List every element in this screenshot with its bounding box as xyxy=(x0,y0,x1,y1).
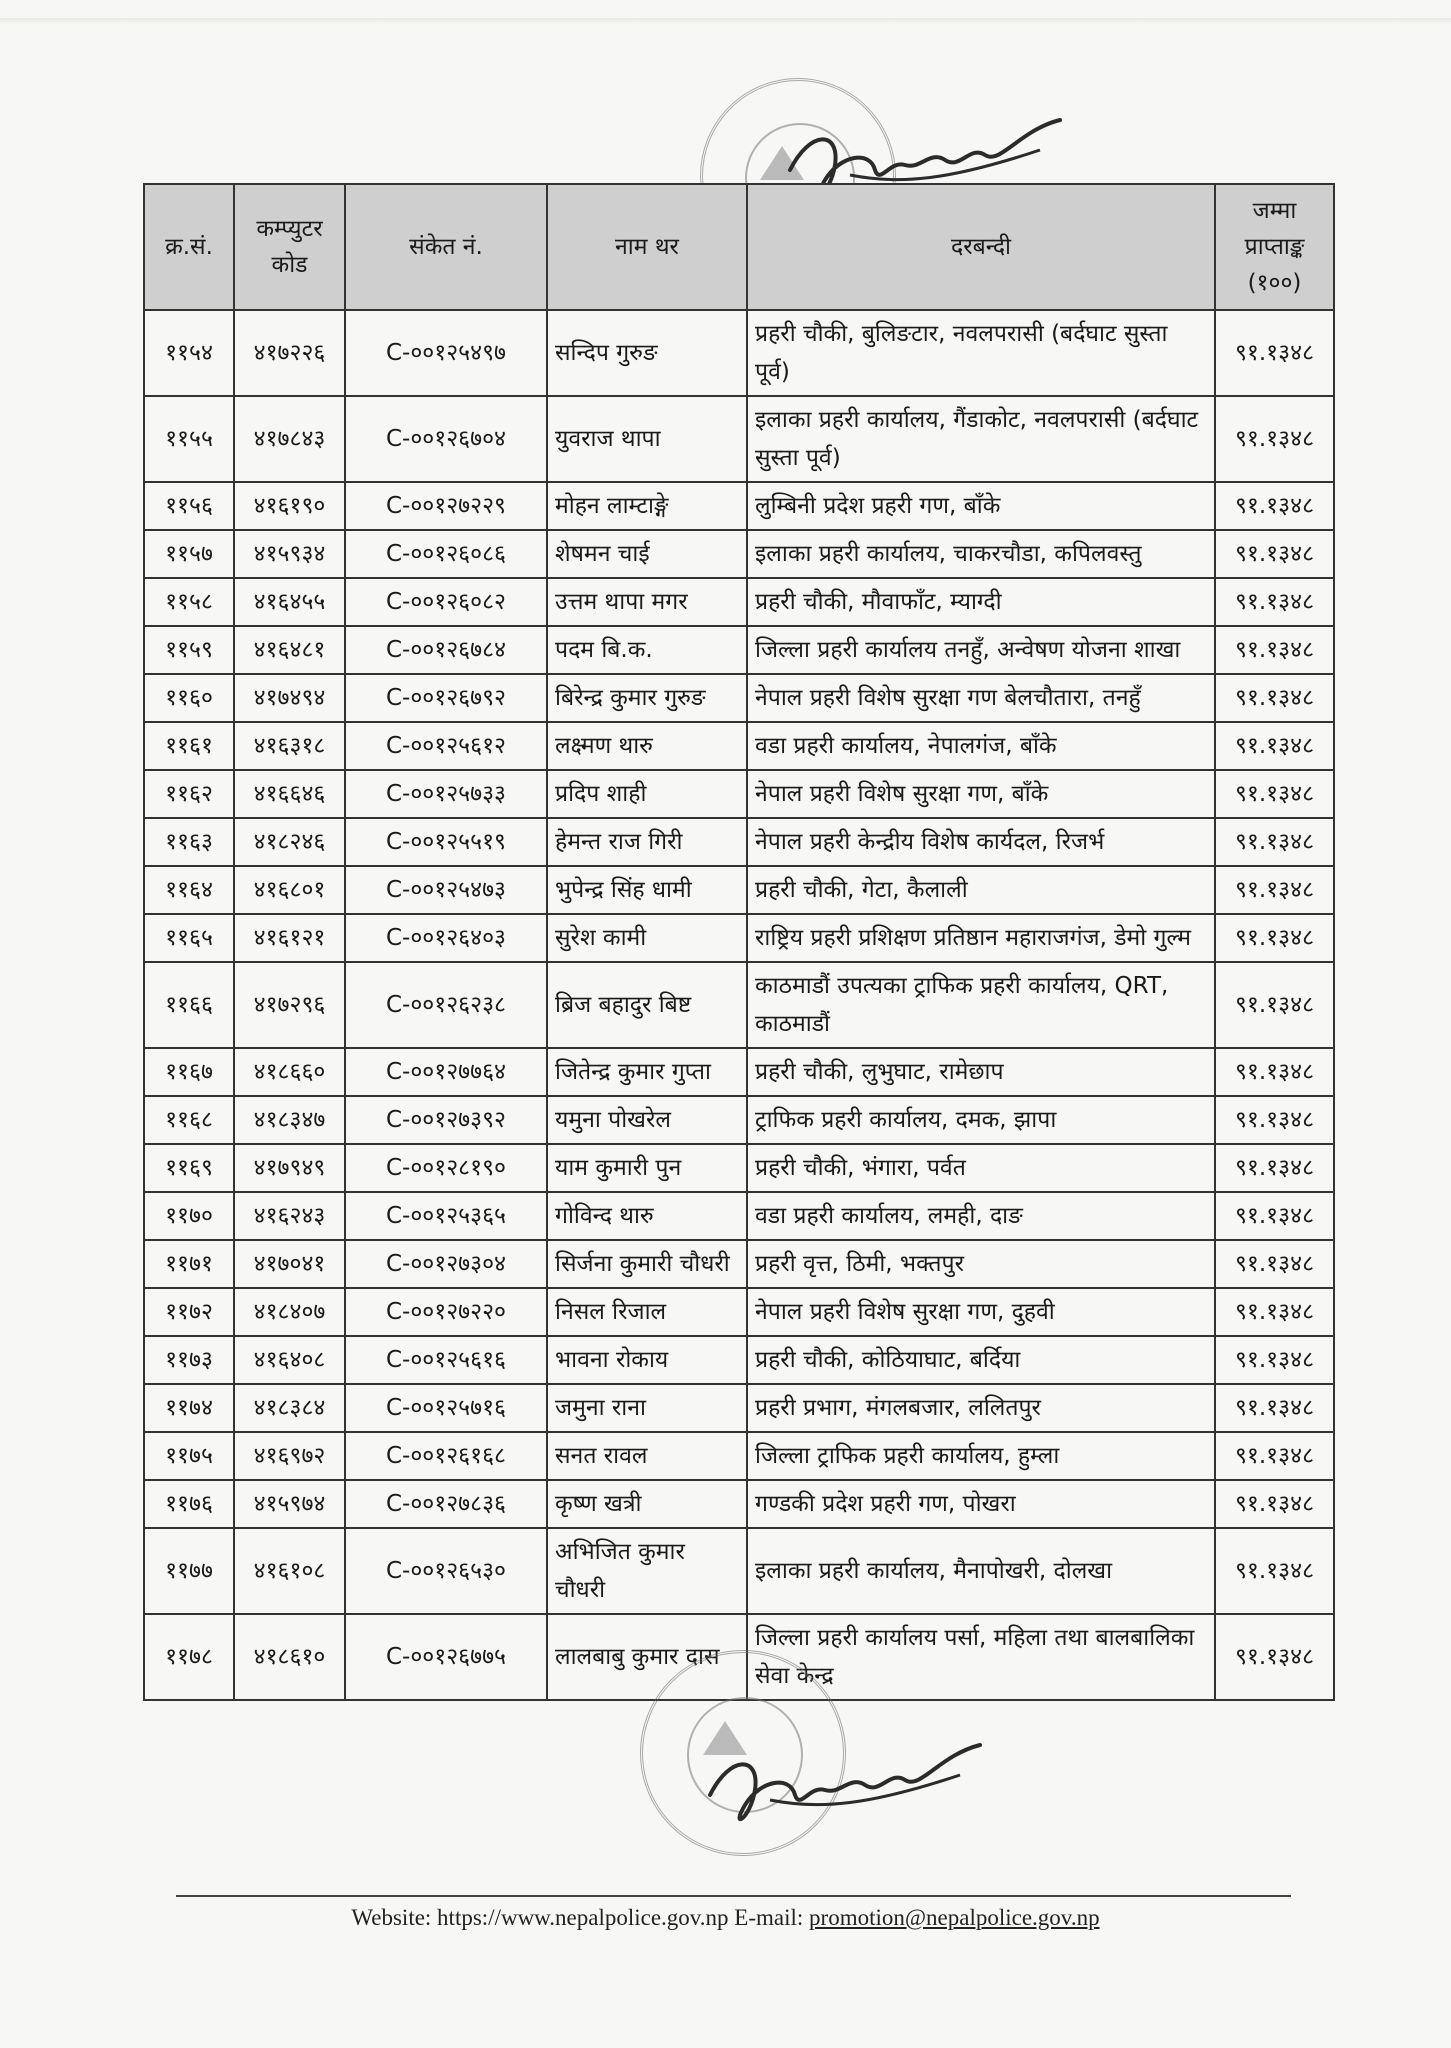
symbol-no-cell: C-००१२७३९२ xyxy=(345,1096,547,1144)
table-row xyxy=(144,1288,1334,1336)
serial-cell: ११७७ xyxy=(144,1528,234,1614)
table-row xyxy=(144,310,1334,396)
posting-cell: नेपाल प्रहरी विशेष सुरक्षा गण, बाँके xyxy=(747,770,1215,818)
score-cell: ९१.१३४८ xyxy=(1215,1528,1334,1614)
score-cell: ९१.१३४८ xyxy=(1215,1384,1334,1432)
serial-cell: ११७० xyxy=(144,1192,234,1240)
header-name: नाम थर xyxy=(547,184,747,310)
computer-code-cell: ४१६३१८ xyxy=(234,722,345,770)
name-cell: शेषमन चाई xyxy=(547,530,747,578)
serial-cell: ११५८ xyxy=(144,578,234,626)
computer-code-cell: ४१७२९६ xyxy=(234,962,345,1048)
posting-cell: ट्राफिक प्रहरी कार्यालय, दमक, झापा xyxy=(747,1096,1215,1144)
symbol-no-cell: C-००१२६४०३ xyxy=(345,914,547,962)
header-computer-code: कम्प्युटर कोड xyxy=(234,184,345,310)
symbol-no-cell: C-००१२७७६४ xyxy=(345,1048,547,1096)
serial-cell: ११६७ xyxy=(144,1048,234,1096)
posting-cell: प्रहरी चौकी, गेटा, कैलाली xyxy=(747,866,1215,914)
computer-code-cell: ४१७८४३ xyxy=(234,396,345,482)
symbol-no-cell: C-००१२६७८४ xyxy=(345,626,547,674)
posting-cell: प्रहरी चौकी, मौवाफाँट, म्याग्दी xyxy=(747,578,1215,626)
score-cell: ९१.१३४८ xyxy=(1215,914,1334,962)
posting-cell: वडा प्रहरी कार्यालय, नेपालगंज, बाँके xyxy=(747,722,1215,770)
computer-code-cell: ४१७०४१ xyxy=(234,1240,345,1288)
name-cell: अभिजित कुमार चौधरी xyxy=(547,1528,747,1614)
signature-bottom xyxy=(700,1735,1000,1845)
computer-code-cell: ४१८३८४ xyxy=(234,1384,345,1432)
symbol-no-cell: C-००१२७८३६ xyxy=(345,1480,547,1528)
serial-cell: ११६० xyxy=(144,674,234,722)
symbol-no-cell: C-००१२७३०४ xyxy=(345,1240,547,1288)
computer-code-cell: ४१७४९४ xyxy=(234,674,345,722)
symbol-no-cell: C-००१२५६१२ xyxy=(345,722,547,770)
name-cell: गोविन्द थारु xyxy=(547,1192,747,1240)
results-table xyxy=(143,183,1335,1701)
name-cell: जमुना राना xyxy=(547,1384,747,1432)
table-row xyxy=(144,578,1334,626)
symbol-no-cell: C-००१२६७९२ xyxy=(345,674,547,722)
computer-code-cell: ४१६४०८ xyxy=(234,1336,345,1384)
name-cell: याम कुमारी पुन xyxy=(547,1144,747,1192)
symbol-no-cell: C-००१२६७७५ xyxy=(345,1614,547,1700)
symbol-no-cell: C-००१२५५१९ xyxy=(345,818,547,866)
name-cell: सिर्जना कुमारी चौधरी xyxy=(547,1240,747,1288)
name-cell: निसल रिजाल xyxy=(547,1288,747,1336)
name-cell: सुरेश कामी xyxy=(547,914,747,962)
serial-cell: ११६३ xyxy=(144,818,234,866)
serial-cell: ११६६ xyxy=(144,962,234,1048)
score-cell: ९१.१३४८ xyxy=(1215,1096,1334,1144)
computer-code-cell: ४१६१९० xyxy=(234,482,345,530)
serial-cell: ११५६ xyxy=(144,482,234,530)
footer-website: Website: https://www.nepalpolice.gov.np E-mail: xyxy=(351,1905,804,1930)
symbol-no-cell: C-००१२६०८६ xyxy=(345,530,547,578)
symbol-no-cell: C-००१२५७१६ xyxy=(345,1384,547,1432)
header-total-score: जम्मा प्राप्ताङ्क (१००) xyxy=(1215,184,1334,310)
symbol-no-cell: C-००१२६१६८ xyxy=(345,1432,547,1480)
table-row xyxy=(144,962,1334,1048)
symbol-no-cell: C-००१२७२२० xyxy=(345,1288,547,1336)
name-cell: सनत रावल xyxy=(547,1432,747,1480)
posting-cell: राष्ट्रिय प्रहरी प्रशिक्षण प्रतिष्ठान महाराजगंज, डेमो गुल्म xyxy=(747,914,1215,962)
posting-cell: प्रहरी चौकी, बुलिङटार, नवलपरासी (बर्दघाट सुस्ता पूर्व) xyxy=(747,310,1215,396)
footer-email-link[interactable]: promotion@nepalpolice.gov.np xyxy=(809,1905,1100,1930)
serial-cell: ११६२ xyxy=(144,770,234,818)
symbol-no-cell: C-००१२६५३० xyxy=(345,1528,547,1614)
score-cell: ९१.१३४८ xyxy=(1215,530,1334,578)
computer-code-cell: ४१८६६० xyxy=(234,1048,345,1096)
computer-code-cell: ४१६१०८ xyxy=(234,1528,345,1614)
posting-cell: नेपाल प्रहरी केन्द्रीय विशेष कार्यदल, रिजर्भ xyxy=(747,818,1215,866)
symbol-no-cell: C-००१२५६१६ xyxy=(345,1336,547,1384)
computer-code-cell: ४१६८०१ xyxy=(234,866,345,914)
score-cell: ९१.१३४८ xyxy=(1215,866,1334,914)
posting-cell: काठमाडौं उपत्यका ट्राफिक प्रहरी कार्यालय, QRT, काठमाडौं xyxy=(747,962,1215,1048)
computer-code-cell: ४१५९७४ xyxy=(234,1480,345,1528)
table-row xyxy=(144,818,1334,866)
name-cell: यमुना पोखरेल xyxy=(547,1096,747,1144)
posting-cell: जिल्ला प्रहरी कार्यालय पर्सा, महिला तथा बालबालिका सेवा केन्द्र xyxy=(747,1614,1215,1700)
table-header-row xyxy=(144,184,1334,310)
score-cell: ९१.१३४८ xyxy=(1215,1336,1334,1384)
table-row xyxy=(144,1480,1334,1528)
name-cell: पदम बि.क. xyxy=(547,626,747,674)
symbol-no-cell: C-००१२५४७३ xyxy=(345,866,547,914)
posting-cell: इलाका प्रहरी कार्यालय, गैंडाकोट, नवलपरासी (बर्दघाट सुस्ता पूर्व) xyxy=(747,396,1215,482)
posting-cell: इलाका प्रहरी कार्यालय, चाकरचौडा, कपिलवस्तु xyxy=(747,530,1215,578)
name-cell: भुपेन्द्र सिंह धामी xyxy=(547,866,747,914)
symbol-no-cell: C-००१२७२२९ xyxy=(345,482,547,530)
table-row xyxy=(144,1192,1334,1240)
score-cell: ९१.१३४८ xyxy=(1215,770,1334,818)
serial-cell: ११६९ xyxy=(144,1144,234,1192)
symbol-no-cell: C-००१२५४९७ xyxy=(345,310,547,396)
symbol-no-cell: C-००१२६७०४ xyxy=(345,396,547,482)
score-cell: ९१.१३४८ xyxy=(1215,1048,1334,1096)
serial-cell: ११७६ xyxy=(144,1480,234,1528)
computer-code-cell: ४१८२४६ xyxy=(234,818,345,866)
header-posting: दरबन्दी xyxy=(747,184,1215,310)
table-row xyxy=(144,1048,1334,1096)
serial-cell: ११७८ xyxy=(144,1614,234,1700)
symbol-no-cell: C-००१२५३६५ xyxy=(345,1192,547,1240)
computer-code-cell: ४१६१२१ xyxy=(234,914,345,962)
symbol-no-cell: C-००१२६२३८ xyxy=(345,962,547,1048)
score-cell: ९१.१३४८ xyxy=(1215,482,1334,530)
serial-cell: ११६१ xyxy=(144,722,234,770)
computer-code-cell: ४१८६१० xyxy=(234,1614,345,1700)
posting-cell: नेपाल प्रहरी विशेष सुरक्षा गण, दुहवी xyxy=(747,1288,1215,1336)
computer-code-cell: ४१६४५५ xyxy=(234,578,345,626)
name-cell: युवराज थापा xyxy=(547,396,747,482)
computer-code-cell: ४१८३४७ xyxy=(234,1096,345,1144)
name-cell: मोहन लाम्टाङ्गे xyxy=(547,482,747,530)
score-cell: ९१.१३४८ xyxy=(1215,1144,1334,1192)
name-cell: उत्तम थापा मगर xyxy=(547,578,747,626)
serial-cell: ११७२ xyxy=(144,1288,234,1336)
header-symbol-no: संकेत नं. xyxy=(345,184,547,310)
name-cell: जितेन्द्र कुमार गुप्ता xyxy=(547,1048,747,1096)
score-cell: ९१.१३४८ xyxy=(1215,1614,1334,1700)
score-cell: ९१.१३४८ xyxy=(1215,1240,1334,1288)
computer-code-cell: ४१८४०७ xyxy=(234,1288,345,1336)
symbol-no-cell: C-००१२८१९० xyxy=(345,1144,547,1192)
posting-cell: वडा प्रहरी कार्यालय, लमही, दाङ xyxy=(747,1192,1215,1240)
computer-code-cell: ४१७९४९ xyxy=(234,1144,345,1192)
table-row xyxy=(144,482,1334,530)
posting-cell: प्रहरी प्रभाग, मंगलबजार, ललितपुर xyxy=(747,1384,1215,1432)
name-cell: हेमन्त राज गिरी xyxy=(547,818,747,866)
table-row xyxy=(144,530,1334,578)
serial-cell: ११६८ xyxy=(144,1096,234,1144)
serial-cell: ११७४ xyxy=(144,1384,234,1432)
score-cell: ९१.१३४८ xyxy=(1215,626,1334,674)
table-row xyxy=(144,674,1334,722)
table-row xyxy=(144,722,1334,770)
serial-cell: ११५९ xyxy=(144,626,234,674)
score-cell: ९१.१३४८ xyxy=(1215,674,1334,722)
table-row xyxy=(144,1336,1334,1384)
name-cell: कृष्ण खत्री xyxy=(547,1480,747,1528)
serial-cell: ११७१ xyxy=(144,1240,234,1288)
posting-cell: इलाका प्रहरी कार्यालय, मैनापोखरी, दोलखा xyxy=(747,1528,1215,1614)
serial-cell: ११५५ xyxy=(144,396,234,482)
name-cell: ब्रिज बहादुर बिष्ट xyxy=(547,962,747,1048)
name-cell: भावना रोकाय xyxy=(547,1336,747,1384)
symbol-no-cell: C-००१२५७३३ xyxy=(345,770,547,818)
posting-cell: प्रहरी चौकी, कोठियाघाट, बर्दिया xyxy=(747,1336,1215,1384)
table-row xyxy=(144,626,1334,674)
header-serial: क्र.सं. xyxy=(144,184,234,310)
name-cell: प्रदिप शाही xyxy=(547,770,747,818)
posting-cell: प्रहरी चौकी, भंगारा, पर्वत xyxy=(747,1144,1215,1192)
score-cell: ९१.१३४८ xyxy=(1215,722,1334,770)
table-row xyxy=(144,866,1334,914)
footer-divider xyxy=(176,1895,1291,1897)
computer-code-cell: ४१६२४३ xyxy=(234,1192,345,1240)
table-row xyxy=(144,914,1334,962)
name-cell: लक्ष्मण थारु xyxy=(547,722,747,770)
posting-cell: जिल्ला ट्राफिक प्रहरी कार्यालय, हुम्ला xyxy=(747,1432,1215,1480)
serial-cell: ११५७ xyxy=(144,530,234,578)
table-row xyxy=(144,1384,1334,1432)
symbol-no-cell: C-००१२६०८२ xyxy=(345,578,547,626)
computer-code-cell: ४१६९७२ xyxy=(234,1432,345,1480)
score-cell: ९१.१३४८ xyxy=(1215,310,1334,396)
score-cell: ९१.१३४८ xyxy=(1215,1432,1334,1480)
name-cell: सन्दिप गुरुङ xyxy=(547,310,747,396)
score-cell: ९१.१३४८ xyxy=(1215,578,1334,626)
posting-cell: प्रहरी वृत्त, ठिमी, भक्तपुर xyxy=(747,1240,1215,1288)
computer-code-cell: ४१६६४६ xyxy=(234,770,345,818)
serial-cell: ११५४ xyxy=(144,310,234,396)
score-cell: ९१.१३४८ xyxy=(1215,962,1334,1048)
serial-cell: ११६४ xyxy=(144,866,234,914)
table-row xyxy=(144,770,1334,818)
name-cell: लालबाबु कुमार दास xyxy=(547,1614,747,1700)
footer xyxy=(0,1905,1451,1931)
scan-edge xyxy=(0,18,1451,24)
serial-cell: ११६५ xyxy=(144,914,234,962)
posting-cell: जिल्ला प्रहरी कार्यालय तनहुँ, अन्वेषण योजना शाखा xyxy=(747,626,1215,674)
computer-code-cell: ४१५९३४ xyxy=(234,530,345,578)
table-row xyxy=(144,1240,1334,1288)
table-row xyxy=(144,1528,1334,1614)
score-cell: ९१.१३४८ xyxy=(1215,1192,1334,1240)
name-cell: बिरेन्द्र कुमार गुरुङ xyxy=(547,674,747,722)
table-row xyxy=(144,396,1334,482)
posting-cell: नेपाल प्रहरी विशेष सुरक्षा गण बेलचौतारा, तनहुँ xyxy=(747,674,1215,722)
table-row xyxy=(144,1432,1334,1480)
posting-cell: प्रहरी चौकी, लुभुघाट, रामेछाप xyxy=(747,1048,1215,1096)
score-cell: ९१.१३४८ xyxy=(1215,1480,1334,1528)
computer-code-cell: ४१७२२६ xyxy=(234,310,345,396)
score-cell: ९१.१३४८ xyxy=(1215,396,1334,482)
posting-cell: गण्डकी प्रदेश प्रहरी गण, पोखरा xyxy=(747,1480,1215,1528)
score-cell: ९१.१३४८ xyxy=(1215,818,1334,866)
posting-cell: लुम्बिनी प्रदेश प्रहरी गण, बाँके xyxy=(747,482,1215,530)
computer-code-cell: ४१६४८१ xyxy=(234,626,345,674)
score-cell: ९१.१३४८ xyxy=(1215,1288,1334,1336)
table-row xyxy=(144,1144,1334,1192)
serial-cell: ११७३ xyxy=(144,1336,234,1384)
table-row xyxy=(144,1096,1334,1144)
serial-cell: ११७५ xyxy=(144,1432,234,1480)
